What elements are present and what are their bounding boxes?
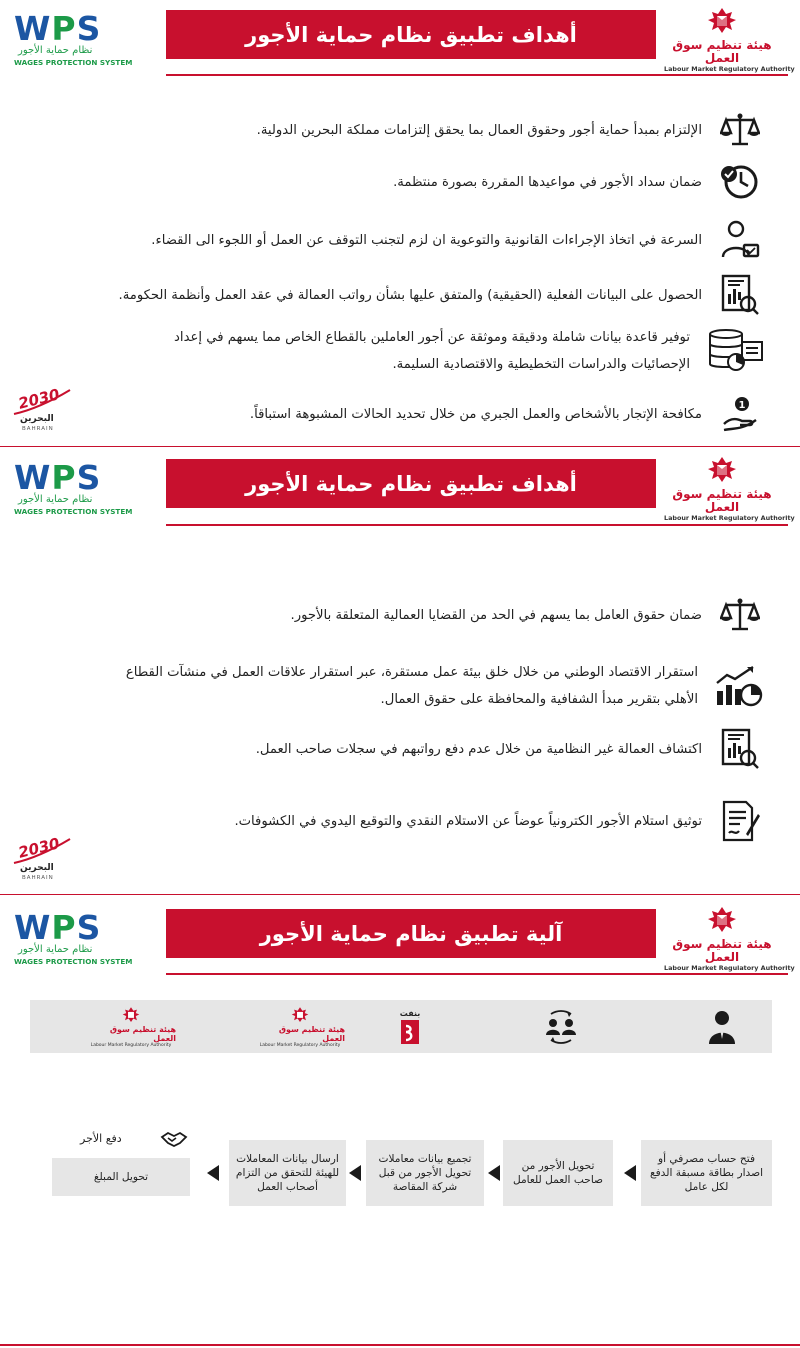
actor-lmra-arabic: هيئة تنظيم سوق العمل — [278, 1025, 345, 1043]
goal-item — [151, 218, 764, 262]
database-icon — [704, 329, 764, 373]
vision-english: BAHRAIN — [22, 875, 54, 881]
wps-logo-arabic: نظام حماية الأجور — [18, 494, 93, 505]
panel-divider — [0, 1344, 800, 1346]
scales-icon — [716, 108, 764, 152]
actor-lmra-english: Labour Market Regulatory Authority — [90, 1043, 172, 1048]
lmra-logo-arabic: هيئة تنظيم سوق العمل — [672, 38, 772, 65]
arrow-left-icon — [207, 1165, 219, 1181]
lmra-logo-english: Labour Market Regulatory Authority — [664, 964, 795, 972]
goal-text: السرعة في اتخاذ الإجراءات القانونية والتوعوية ان لزم لتجنب التوقف عن العمل أو اللجوء الى القضاء. — [151, 232, 702, 248]
arrow-left-icon — [488, 1165, 500, 1181]
goals-panel-2 — [0, 447, 800, 895]
wps-logo-english: WAGES PROTECTION SYSTEM — [14, 957, 133, 966]
actor-lmra-arabic: هيئة تنظيم سوق العمل — [109, 1025, 176, 1043]
page-title: أهداف تطبيق نظام حماية الأجور — [166, 459, 656, 508]
actor-employee — [702, 1006, 742, 1048]
wps-logo-arabic: نظام حماية الأجور — [18, 944, 93, 955]
process-step: ارسال بيانات المعاملات للهيئة للتحقق من التزام أصحاب العمل — [229, 1140, 346, 1206]
vision-arabic: البحرين — [20, 414, 54, 424]
wps-logo-arabic: نظام حماية الأجور — [18, 45, 93, 56]
process-step: تجميع بيانات معاملات تحويل الأجور من قبل شركة المقاصة — [366, 1140, 484, 1206]
goal-text: الحصول على البيانات الفعلية (الحقيقية) والمتفق عليها بشأن رواتب العمالة في عقد العمل وأنظمة الحكومة. — [118, 287, 702, 303]
lmra-logo — [664, 455, 795, 522]
goal-text-line: استقرار الاقتصاد الوطني من خلال خلق بيئة عمل مستقرة، عبر استقرار علاقات العمل في منشآت القطاع — [125, 665, 698, 680]
actor-lmra-left — [86, 1006, 176, 1048]
businessman-icon — [707, 1009, 737, 1045]
lmra-emblem-icon — [702, 6, 742, 38]
process-step: تحويل الأجور من صاحب العمل للعامل — [503, 1140, 613, 1206]
goal-text: الإلتزام بمبدأ حماية أجور وحقوق العمال بما يحقق إلتزامات مملكة البحرين الدولية. — [256, 122, 702, 138]
report-search-icon — [716, 273, 764, 317]
vision-year: 2030 — [16, 834, 62, 862]
wps-logo-english: WAGES PROTECTION SYSTEM — [14, 507, 133, 516]
report-search-icon — [716, 727, 764, 771]
goal-text: توثيق استلام الأجور الكترونياً عوضاً عن الاستلام النقدي والتوقيع اليدوي في الكشوفات. — [234, 813, 702, 829]
person-chat-icon — [716, 218, 764, 262]
goal-item — [119, 273, 765, 317]
wps-logo — [14, 908, 133, 967]
actor-lmra-english: Labour Market Regulatory Authority — [259, 1043, 341, 1048]
scales-icon — [716, 593, 764, 637]
actor-lmra-right — [255, 1006, 345, 1048]
goal-item — [234, 799, 764, 843]
mechanism-panel — [0, 895, 800, 1348]
svg-text:1: 1 — [738, 400, 746, 411]
actors-band — [30, 1000, 772, 1053]
wps-logo-mark: WPS — [14, 908, 102, 947]
bahrain-vision-2030-logo — [12, 385, 72, 436]
pay-wage-label — [80, 1132, 122, 1145]
goal-text — [174, 324, 690, 378]
wps-logo — [14, 458, 133, 517]
header-underline — [166, 973, 788, 975]
handshake-icon — [160, 1127, 188, 1151]
actor-benefit — [390, 1006, 430, 1048]
arrow-left-icon — [349, 1165, 361, 1181]
goal-text-line: الأهلي بتقرير مبدأ الشفافية والمحافظة على حقوق العمال. — [380, 692, 698, 707]
goal-item — [256, 727, 764, 771]
vision-year: 2030 — [16, 385, 62, 413]
process-step: فتح حساب مصرفي أو اصدار بطاقة مسبقة الدفع لكل عامل — [641, 1140, 772, 1206]
wps-logo-mark: WPS — [14, 9, 102, 48]
goal-item — [257, 108, 764, 152]
lmra-emblem-icon — [702, 905, 742, 937]
bahrain-vision-2030-logo — [12, 834, 72, 885]
process-step: تحويل المبلغ — [52, 1158, 190, 1196]
pay-wage-text: دفع الأجر — [80, 1132, 122, 1145]
lmra-emblem-icon — [285, 1006, 315, 1025]
page-title: أهداف تطبيق نظام حماية الأجور — [166, 10, 656, 59]
goal-text: ضمان حقوق العامل بما يسهم في الحد من القضايا العمالية المتعلقة بالأجور. — [290, 607, 702, 623]
people-exchange-icon — [541, 1009, 581, 1045]
growth-chart-icon — [712, 664, 764, 708]
page-title: آلية تطبيق نظام حماية الأجور — [166, 909, 656, 958]
lmra-logo-english: Labour Market Regulatory Authority — [664, 514, 795, 522]
lmra-logo-english: Labour Market Regulatory Authority — [664, 65, 795, 73]
header-underline — [166, 74, 788, 76]
goal-item — [126, 659, 764, 713]
goal-text: اكتشاف العمالة غير النظامية من خلال عدم دفع رواتبهم في سجلات صاحب العمل. — [255, 741, 702, 757]
arrow-left-icon — [624, 1165, 636, 1181]
vision-english: BAHRAIN — [22, 426, 54, 432]
benefit-logo-text: بنفت — [399, 1008, 421, 1018]
goal-item — [393, 160, 764, 204]
goal-item — [291, 593, 764, 637]
lmra-emblem-icon — [116, 1006, 146, 1025]
lmra-emblem-icon — [702, 455, 742, 487]
goal-text-line: الإحصائيات والدراسات التخطيطية والاقتصادية السليمة. — [392, 357, 690, 372]
clock-check-icon — [716, 160, 764, 204]
lmra-logo — [664, 6, 795, 73]
vision-arabic: البحرين — [20, 863, 54, 873]
lmra-logo — [664, 905, 795, 972]
goal-text: مكافحة الإتجار بالأشخاص والعمل الجبري من خلال تحديد الحالات المشبوهة استباقاً. — [249, 406, 702, 422]
actor-clearing-exchange — [536, 1006, 586, 1048]
goals-panel-1 — [0, 0, 800, 447]
header-underline — [166, 524, 788, 526]
document-sign-icon — [716, 799, 764, 843]
lmra-logo-arabic: هيئة تنظيم سوق العمل — [672, 937, 772, 964]
lmra-logo-arabic: هيئة تنظيم سوق العمل — [672, 487, 772, 514]
goal-text-line: توفير قاعدة بيانات شاملة ودقيقة وموثقة عن أجور العاملين بالقطاع الخاص مما يسهم في إعداد — [174, 330, 690, 345]
hand-coin-icon — [716, 392, 764, 436]
wps-logo-english: WAGES PROTECTION SYSTEM — [14, 58, 133, 67]
goal-text: ضمان سداد الأجور في مواعيدها المقررة بصورة منتظمة. — [393, 174, 702, 190]
benefit-logo-icon — [399, 1018, 421, 1046]
goal-item — [174, 324, 764, 378]
wps-logo-mark: WPS — [14, 458, 102, 497]
goal-text — [126, 659, 698, 713]
wps-logo — [14, 9, 133, 68]
goal-item — [250, 392, 764, 436]
